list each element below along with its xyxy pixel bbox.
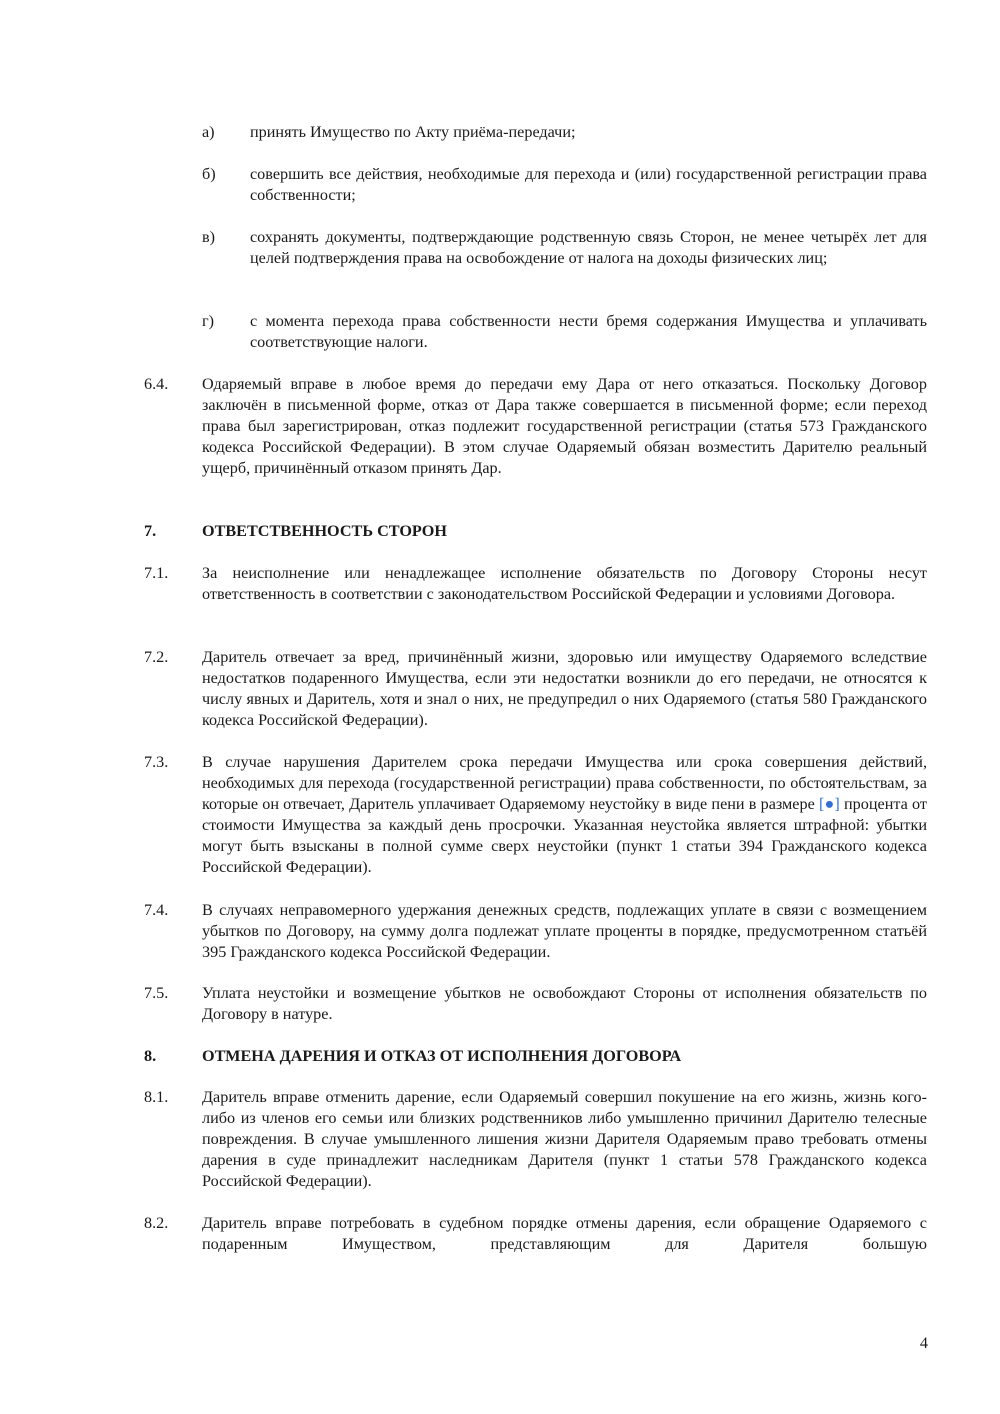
clause-text: Даритель вправе потребовать в судебном порядке отмены дарения, если обращение Одаряемого с подаренным Имуществом, представляющим для Дарителя большую (202, 1214, 927, 1253)
clause-text: В случаях неправомерного удержания денежных средств, подлежащих уплате в связи с возмещением убытков по Договору, на сумму долга подлежат уплате проценты в порядке, предусмотренном статьёй 395 Гражданского кодекса Российской Федерации. (202, 901, 927, 961)
clause-text: Даритель отвечает за вред, причинённый жизни, здоровью или имуществу Одаряемого вследствие недостатков подаренного Имущества, если эти недостатки возникли до его передачи, не относятся к числу явных и Даритель, хотя и знал о них, не предупредил о них Одаряемого (статья 580 Гражданского кодекса Российской Федерации). (202, 648, 927, 729)
section-number: 8. (144, 1047, 157, 1065)
list-item-marker: б) (202, 165, 216, 183)
clause-text (202, 752, 927, 878)
list-item-marker: а) (202, 123, 215, 141)
clause-number: 7.3. (144, 753, 169, 771)
section-heading-7 (144, 521, 927, 542)
clause-8-1 (144, 1087, 927, 1192)
section-title: ОТМЕНА ДАРЕНИЯ И ОТКАЗ ОТ ИСПОЛНЕНИЯ ДОГОВОРА (202, 1047, 682, 1065)
section-heading-8 (144, 1046, 927, 1067)
clause-text: Одаряемый вправе в любое время до передачи ему Дара от него отказаться. Поскольку Договор заключён в письменной форме, отказ от Дара также совершается в письменной форме; если переход права был зарегистрирован, отказ подлежит государственной регистрации (статья 573 Гражданского кодекса Российской Федерации). В этом случае Одаряемый обязан возместить Дарителю реальный ущерб, причинённый отказом принять Дар. (202, 375, 927, 477)
list-item-g (202, 311, 927, 353)
clause-text: Даритель вправе отменить дарение, если Одаряемый совершил покушение на его жизнь, жизнь кого-либо из членов его семьи или близких родственников либо умышленно причинил Дарителю телесные повреждения. В случае умышленного лишения жизни Дарителя Одаряемым право требовать отмены дарения в суде принадлежит наследникам Дарителя (пункт 1 статьи 578 Гражданского кодекса Российской Федерации). (202, 1088, 927, 1190)
clause-number: 8.1. (144, 1088, 169, 1106)
fill-in-placeholder: [●] (818, 795, 840, 813)
clause-number: 8.2. (144, 1214, 169, 1232)
clause-7-5 (144, 983, 927, 1025)
section-title: ОТВЕТСТВЕННОСТЬ СТОРОН (202, 522, 447, 540)
clause-number: 6.4. (144, 375, 169, 393)
clause-number: 7.1. (144, 564, 169, 582)
clause-8-2 (144, 1213, 927, 1255)
clause-text: Уплата неустойки и возмещение убытков не освобождают Стороны от исполнения обязательств по Договору в натуре. (202, 984, 927, 1023)
clause-7-3 (144, 752, 927, 878)
clause-text: За неисполнение или ненадлежащее исполнение обязательств по Договору Стороны несут ответственность в соответствии с законодательством Российской Федерации и условиями Договора. (202, 564, 927, 603)
list-item-marker: г) (202, 312, 215, 330)
clause-6-4 (144, 374, 927, 479)
list-item-text: с момента перехода права собственности нести бремя содержания Имущества и уплачивать соответствующие налоги. (250, 312, 927, 351)
clause-text-part: процента от стоимости Имущества за каждый день просрочки. Указанная неустойка является штрафной: убытки могут быть взысканы в полной сумме сверх неустойки (пункт 1 статьи 394 Гражданского кодекса Российской Федерации). (202, 795, 927, 876)
list-item-b (202, 164, 927, 206)
clause-number: 7.4. (144, 901, 169, 919)
section-number: 7. (144, 522, 157, 540)
clause-number: 7.5. (144, 984, 169, 1002)
page-number: 4 (919, 1334, 928, 1352)
clause-7-1 (144, 563, 927, 605)
clause-7-4 (144, 900, 927, 963)
list-item-text: сохранять документы, подтверждающие родственную связь Сторон, не менее четырёх лет для целей подтверждения права на освобождение от налога на доходы физических лиц; (250, 228, 927, 267)
list-item-marker: в) (202, 228, 216, 246)
clause-text-part: В случае нарушения Дарителем срока передачи Имущества или срока совершения действий, необходимых для перехода (государственной регистрации) права собственности, по обстоятельствам, за которые он отвечает, Даритель уплачивает Одаряемому неустойку в виде пени в размере (202, 753, 927, 813)
list-item-a (202, 122, 927, 143)
list-item-text: принять Имущество по Акту приёма-передачи; (250, 123, 576, 141)
clause-number: 7.2. (144, 648, 169, 666)
clause-7-2 (144, 647, 927, 731)
list-item-text: совершить все действия, необходимые для перехода и (или) государственной регистрации права собственности; (250, 165, 927, 204)
list-item-v (202, 227, 927, 269)
